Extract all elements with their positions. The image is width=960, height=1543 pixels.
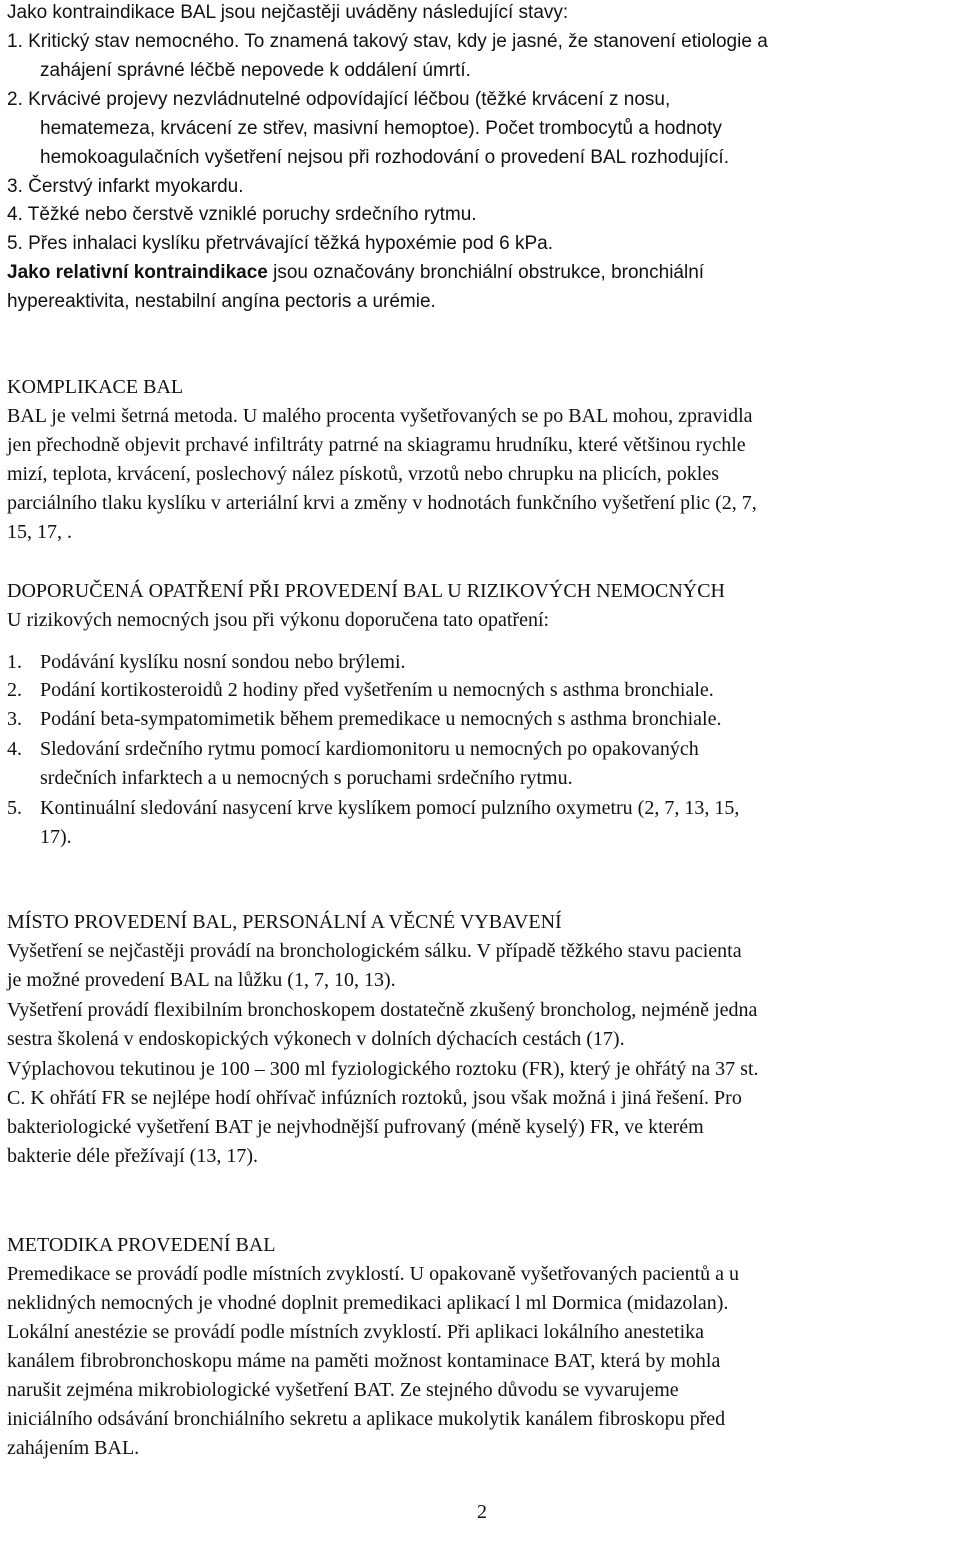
paragraph-line: neklidných nemocných je vhodné doplnit premedikaci aplikací l ml Dormica (midazolan). xyxy=(7,1292,729,1314)
list-item-number: 2. xyxy=(7,679,22,701)
list-item-text: Podání kortikosteroidů 2 hodiny před vyšetřením u nemocných s asthma bronchiale. xyxy=(40,679,714,701)
list-item-2-cont2: hemokoagulačních vyšetření nejsou při rozhodování o provedení BAL rozhodující. xyxy=(40,147,729,168)
paragraph-line: Výplachovou tekutinou je 100 – 300 ml fyziologického roztoku (FR), který je ohřátý na 37 st. xyxy=(7,1058,759,1080)
paragraph-line: C. K ohřátí FR se nejlépe hodí ohřívač infúzních roztoků, jsou však možná i jiná řešení. Pro xyxy=(7,1087,742,1109)
paragraph-line: kanálem fibrobronchoskopu máme na paměti možnost kontaminace BAT, která by mohla xyxy=(7,1350,721,1372)
list-item-text: Podávání kyslíku nosní sondou nebo brýlemi. xyxy=(40,651,406,673)
section-heading-measures: DOPORUČENÁ OPATŘENÍ PŘI PROVEDENÍ BAL U RIZIKOVÝCH NEMOCNÝCH xyxy=(7,580,725,602)
paragraph-line: Vyšetření provádí flexibilním bronchoskopem dostatečně zkušený broncholog, nejméně jedna xyxy=(7,999,758,1021)
list-item-number: 1. xyxy=(7,651,22,673)
paragraph-line: bakterie déle přežívají (13, 17). xyxy=(7,1145,258,1167)
list-item-4: 4. Těžké nebo čerstvě vzniklé poruchy srdečního rytmu. xyxy=(7,204,477,225)
list-item-text: Sledování srdečního rytmu pomocí kardiomonitoru u nemocných po opakovaných xyxy=(40,738,699,760)
section-heading-location: MÍSTO PROVEDENÍ BAL, PERSONÁLNÍ A VĚCNÉ VYBAVENÍ xyxy=(7,911,562,933)
relative-contraindications-text: jsou označovány bronchiální obstrukce, bronchiální xyxy=(267,262,705,283)
list-item-number: 5. xyxy=(7,797,22,819)
paragraph-line: sestra školená v endoskopických výkonech v dolních dýchacích cestách (17). xyxy=(7,1028,625,1050)
paragraph-line: 15, 17, . xyxy=(7,521,72,543)
list-item-text-cont: 17). xyxy=(40,826,72,848)
paragraph-line: mizí, teplota, krvácení, poslechový nález pískotů, vrzotů nebo chrupku na plicích, pokles xyxy=(7,463,720,485)
list-item-text: Kontinuální sledování nasycení krve kyslíkem pomocí pulzního oxymetru (2, 7, 13, 15, xyxy=(40,797,740,819)
list-item-text: Podání beta-sympatomimetik během premedikace u nemocných s asthma bronchiale. xyxy=(40,708,722,730)
list-item-3: 3. Čerstvý infarkt myokardu. xyxy=(7,176,244,197)
relative-contraindications-label: Jako relativní kontraindikace xyxy=(7,262,268,283)
section-heading-method: METODIKA PROVEDENÍ BAL xyxy=(7,1234,276,1256)
measures-intro: U rizikových nemocných jsou při výkonu doporučena tato opatření: xyxy=(7,609,550,631)
relative-contraindications xyxy=(7,260,704,286)
paragraph-line: Lokální anestézie se provádí podle místních zvyklostí. Při aplikaci lokálního anestetika xyxy=(7,1321,705,1343)
paragraph-line: BAL je velmi šetrná metoda. U malého procenta vyšetřovaných se po BAL mohou, zpravidla xyxy=(7,405,753,427)
paragraph-line: iniciálního odsávání bronchiálního sekretu a aplikace mukolytik kanálem fibroskopu před xyxy=(7,1408,726,1430)
paragraph-line: bakteriologické vyšetření BAT je nejvhodnější pufrovaný (méně kyselý) FR, ve kterém xyxy=(7,1116,704,1138)
list-item-5: 5. Přes inhalaci kyslíku přetrvávající těžká hypoxémie pod 6 kPa. xyxy=(7,233,553,254)
list-item-2: 2. Krvácivé projevy nezvládnutelné odpovídající léčbou (těžké krvácení z nosu, xyxy=(7,89,671,110)
list-item-number: 4. xyxy=(7,738,22,760)
paragraph-line: narušit zejména mikrobiologické vyšetření BAT. Ze stejného důvodu se vyvarujeme xyxy=(7,1379,679,1401)
paragraph-line: parciálního tlaku kyslíku v arteriální krvi a změny v hodnotách funkčního vyšetření plic (2, 7, xyxy=(7,492,757,514)
list-item-2-cont: hematemeza, krvácení ze střev, masivní hemoptoe). Počet trombocytů a hodnoty xyxy=(40,118,722,139)
list-item-1-cont: zahájení správné léčbě nepovede k oddálení úmrtí. xyxy=(40,60,471,81)
paragraph-line: je možné provedení BAL na lůžku (1, 7, 10, 13). xyxy=(7,969,396,991)
list-item-text-cont: srdečních infarktech a u nemocných s poruchami srdečního rytmu. xyxy=(40,767,573,789)
document-page xyxy=(7,0,957,1543)
contraindications-intro: Jako kontraindikace BAL jsou nejčastěji uváděny následující stavy: xyxy=(7,2,569,23)
paragraph-line: Premedikace se provádí podle místních zvyklostí. U opakovaně vyšetřovaných pacientů a u xyxy=(7,1263,740,1285)
page-number: 2 xyxy=(477,1501,487,1523)
list-item-number: 3. xyxy=(7,708,22,730)
section-heading-complications: KOMPLIKACE BAL xyxy=(7,376,184,398)
paragraph-line: jen přechodně objevit prchavé infiltráty patrné na skiagramu hrudníku, které většinou rychle xyxy=(7,434,746,456)
paragraph-line: Vyšetření se nejčastěji provádí na bronchologickém sálku. V případě těžkého stavu pacienta xyxy=(7,940,742,962)
paragraph-line: zahájením BAL. xyxy=(7,1437,140,1459)
relative-contraindications-cont: hypereaktivita, nestabilní angína pectoris a urémie. xyxy=(7,291,436,312)
list-item-1: 1. Kritický stav nemocného. To znamená takový stav, kdy je jasné, že stanovení etiologie a xyxy=(7,31,768,52)
